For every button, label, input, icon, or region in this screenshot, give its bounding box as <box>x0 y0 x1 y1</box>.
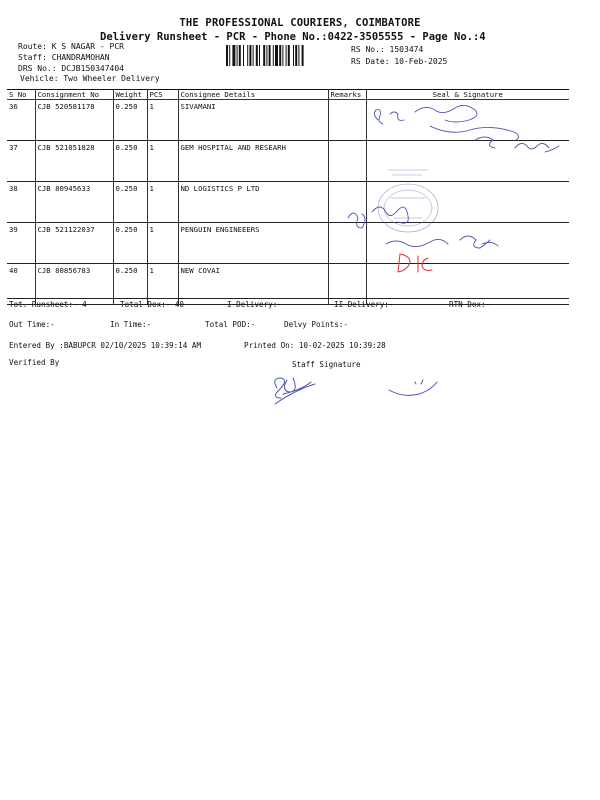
col-header-remarks: Remarks <box>328 90 366 100</box>
delivery-signatures <box>360 100 575 270</box>
cell-consignment: CJB 521122037 <box>35 223 113 264</box>
cell-pcs: 1 <box>147 141 178 182</box>
staff-line <box>18 53 110 62</box>
rs-date-value: 10-Feb-2025 <box>394 57 448 66</box>
vehicle-value: Two Wheeler Delivery <box>63 74 160 83</box>
cell-weight: 0.250 <box>113 264 147 305</box>
col-header-seal: Seal & Signature <box>366 90 569 100</box>
rs-no-value: 1503474 <box>389 45 424 54</box>
vehicle-label: Vehicle: <box>20 74 59 83</box>
divider <box>7 298 569 299</box>
in-time: In Time:- <box>110 320 152 329</box>
cell-sno: 37 <box>7 141 35 182</box>
col-header-consignee: Consignee Details <box>178 90 328 100</box>
cell-weight: 0.250 <box>113 182 147 223</box>
cell-consignment: CJB 520581178 <box>35 100 113 141</box>
cell-weight: 0.250 <box>113 100 147 141</box>
rtn-dox: RTN Dox:- <box>449 300 491 309</box>
drs-label: DRS No.: <box>18 64 57 73</box>
table-header-row <box>7 90 569 100</box>
rs-date-label: RS Date: <box>351 57 390 66</box>
cell-consignment: CJB 80945633 <box>35 182 113 223</box>
cell-sno: 39 <box>7 223 35 264</box>
cell-sno: 38 <box>7 182 35 223</box>
cell-sno: 36 <box>7 100 35 141</box>
cell-pcs: 1 <box>147 182 178 223</box>
total-dox: Total Dox:- 40 <box>120 300 185 309</box>
tot-runsheet: Tot. Runsheet:- 4 <box>9 300 87 309</box>
cell-consignee: PENGUIN ENGINEEERS <box>178 223 328 264</box>
drs-value: DCJB150347404 <box>61 64 124 73</box>
staff-label: Staff: <box>18 53 47 62</box>
cell-weight: 0.250 <box>113 141 147 182</box>
col-header-weight: Weight <box>113 90 147 100</box>
col-header-pcs: PCS <box>147 90 178 100</box>
company-name: THE PROFESSIONAL COURIERS, COIMBATORE <box>179 17 421 29</box>
route-value: K S NAGAR - PCR <box>51 42 124 51</box>
route-line <box>18 42 124 51</box>
cell-consignee: GEM HOSPITAL AND RESEARH <box>178 141 328 182</box>
cell-sno: 40 <box>7 264 35 305</box>
runsheet-title: Delivery Runsheet - PCR - Phone No.:0422-3505555 - Page No.:4 <box>100 31 486 43</box>
drs-line <box>18 64 124 73</box>
cell-pcs: 1 <box>147 264 178 305</box>
printed-on: Printed On: 10-02-2025 10:39:28 <box>244 341 386 350</box>
col-header-consignment: Consignment No <box>35 90 113 100</box>
cell-consignment: CJB 80856783 <box>35 264 113 305</box>
vehicle-line <box>20 74 160 83</box>
signature-row36 <box>374 105 518 140</box>
entered-by: Entered By :BABUPCR 02/10/2025 10:39:14 AM <box>9 341 202 350</box>
signature-row39 <box>348 207 498 248</box>
staff-signature-mark <box>275 378 315 404</box>
i-delivery: I Delivery:- <box>227 300 282 309</box>
cell-consignee: NEW COVAI <box>178 264 328 305</box>
verified-by: Verified By <box>9 358 60 367</box>
route-label: Route: <box>18 42 47 51</box>
stamp-text <box>388 170 428 218</box>
handwritten-dic-mark <box>398 254 432 272</box>
stamp-ring <box>378 184 438 232</box>
col-header-sno: S No <box>7 90 35 100</box>
staff-signature-label: Staff Signature <box>292 360 361 369</box>
ii-delivery: II Delivery:- <box>334 300 394 309</box>
cell-pcs: 1 <box>147 223 178 264</box>
rs-no-label: RS No.: <box>351 45 385 54</box>
cell-consignee: SIVAMANI <box>178 100 328 141</box>
delvy-points: Delvy Points:- <box>284 320 349 329</box>
total-pod: Total POD:- <box>205 320 256 329</box>
staff-value: CHANDRAMOHAN <box>51 53 110 62</box>
cell-consignee: ND LOGISTICS P LTD <box>178 182 328 223</box>
staff-signatures <box>265 372 450 410</box>
cell-consignment: CJB 521051828 <box>35 141 113 182</box>
out-time: Out Time:- <box>9 320 55 329</box>
cell-weight: 0.250 <box>113 223 147 264</box>
rs-date-line <box>351 57 447 66</box>
verifier-signature-mark <box>389 380 437 395</box>
rs-no-line <box>351 45 423 54</box>
barcode <box>226 45 342 66</box>
cell-pcs: 1 <box>147 100 178 141</box>
